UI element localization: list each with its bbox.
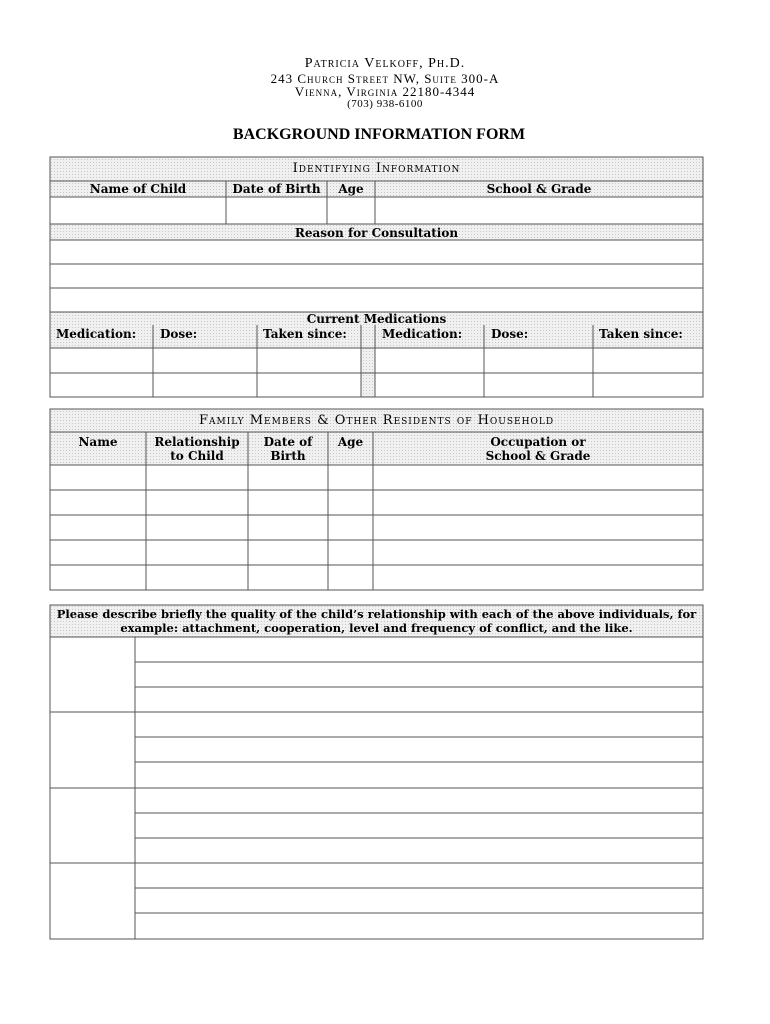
col-date-of-birth: Date of Birth <box>232 182 321 196</box>
col-family-age: Age <box>337 435 364 449</box>
col-relationship-line2: to Child <box>170 449 224 463</box>
col-occupation-line2: School & Grade <box>485 449 591 463</box>
relationship-border <box>50 605 703 939</box>
reason-for-consultation-label: Reason for Consultation <box>294 226 459 240</box>
col-occupation-line1: Occupation or <box>490 435 586 449</box>
col-name-of-child: Name of Child <box>89 182 187 196</box>
taken-since-label-1: Taken since: <box>263 327 347 341</box>
address-line-2: Vienna, Virginia 22180-4344 <box>294 84 476 99</box>
phone-number: (703) 938-6100 <box>347 98 423 110</box>
family-heading: Family Members & Other Residents of Household <box>198 413 555 428</box>
medication-label-1: Medication: <box>56 327 137 341</box>
dose-label-1: Dose: <box>160 327 198 341</box>
medication-label-2: Medication: <box>382 327 463 341</box>
form-title: BACKGROUND INFORMATION FORM <box>232 126 526 143</box>
taken-since-label-2: Taken since: <box>599 327 683 341</box>
col-family-name: Name <box>78 435 118 449</box>
col-relationship-line1: Relationship <box>154 435 240 449</box>
identifying-heading: Identifying Information <box>292 161 461 176</box>
col-family-dob-line1: Date of <box>263 435 313 449</box>
dose-label-2: Dose: <box>491 327 529 341</box>
address-line-1: 243 Church Street NW, Suite 300-A <box>270 71 500 86</box>
relationship-prompt-line2: example: attachment, cooperation, level and frequency of conflict, and the like. <box>120 621 633 635</box>
col-school-grade: School & Grade <box>486 182 592 196</box>
practitioner-name: Patricia Velkoff, Ph.D. <box>304 56 466 71</box>
col-family-dob-line2: Birth <box>270 449 306 463</box>
relationship-section-grid <box>50 605 703 939</box>
relationship-prompt-line1: Please describe briefly the quality of the child’s relationship with each of the above individuals, for <box>56 607 697 621</box>
current-medications-label: Current Medications <box>306 312 447 326</box>
col-age: Age <box>338 182 364 196</box>
